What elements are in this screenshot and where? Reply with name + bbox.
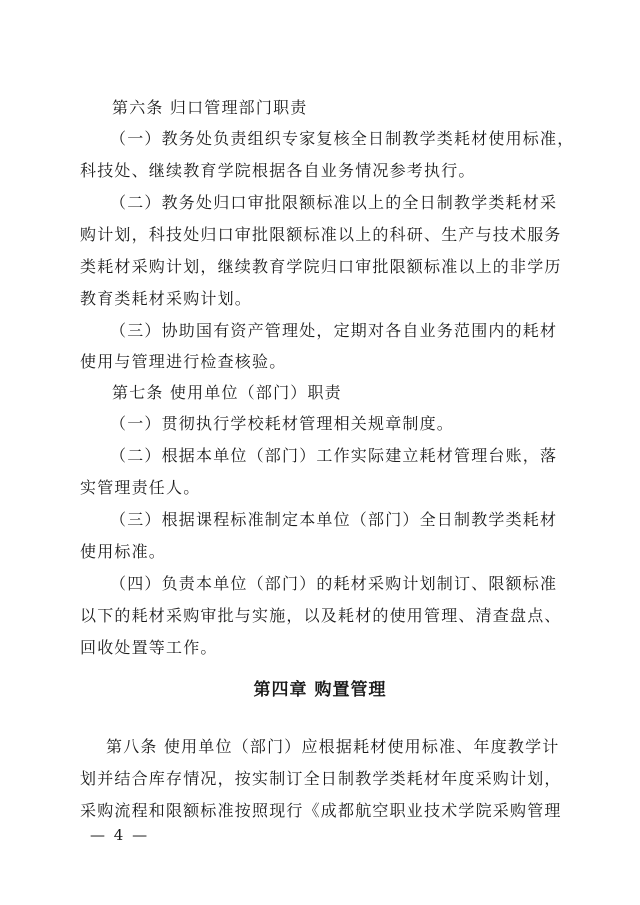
article-7-item-4-line-1: （四）负责本单位（部门）的耗材采购计划制订、限额标准 xyxy=(110,574,558,593)
article-6-item-1-line-1: （一）教务处负责组织专家复核全日制教学类耗材使用标准， xyxy=(110,129,575,148)
article-7-item-4-line-3: 回收处置等工作。 xyxy=(80,638,218,657)
article-6-item-1-line-2: 科技处、继续教育学院根据各自业务情况参考执行。 xyxy=(80,161,476,180)
page-number: — 4 — xyxy=(90,826,150,844)
article-7-item-2-line-2: 实管理责任人。 xyxy=(80,478,201,497)
article-6-title: 第六条 归口管理部门职责 xyxy=(112,98,308,117)
article-6-item-3-line-2: 使用与管理进行检查核验。 xyxy=(80,352,287,371)
article-6-item-2-line-1: （二）教务处归口审批限额标准以上的全日制教学类耗材采 xyxy=(110,193,558,212)
article-7-item-4-line-2: 以下的耗材采购审批与实施，以及耗材的使用管理、清查盘点、 xyxy=(80,606,562,625)
article-6-item-3-line-1: （三）协助国有资产管理处，定期对各自业务范围内的耗材 xyxy=(110,321,558,340)
chapter-4-heading: 第四章 购置管理 xyxy=(253,680,387,700)
article-7-item-2-line-1: （二）根据本单位（部门）工作实际建立耗材管理台账，落 xyxy=(110,446,558,465)
article-6-item-2-line-2: 购计划，科技处归口审批限额标准以上的科研、生产与技术服务 xyxy=(80,225,562,244)
article-6-item-2-line-4: 教育类耗材采购计划。 xyxy=(80,289,253,308)
article-7-item-1-line-1: （一）贯彻执行学校耗材管理相关规章制度。 xyxy=(110,414,455,433)
article-8-line-1: 第八条 使用单位（部门）应根据耗材使用标准、年度教学计 xyxy=(106,737,560,756)
article-7-title: 第七条 使用单位（部门）职责 xyxy=(112,383,342,402)
article-7-item-3-line-1: （三）根据课程标准制定本单位（部门）全日制教学类耗材 xyxy=(110,510,558,529)
article-6-item-2-line-3: 类耗材采购计划，继续教育学院归口审批限额标准以上的非学历 xyxy=(80,257,562,276)
article-8-line-3: 采购流程和限额标准按照现行《成都航空职业技术学院采购管理 xyxy=(80,801,562,820)
article-7-item-3-line-2: 使用标准。 xyxy=(80,542,167,561)
article-8-line-2: 划并结合库存情况，按实制订全日制教学类耗材年度采购计划， xyxy=(80,769,562,788)
